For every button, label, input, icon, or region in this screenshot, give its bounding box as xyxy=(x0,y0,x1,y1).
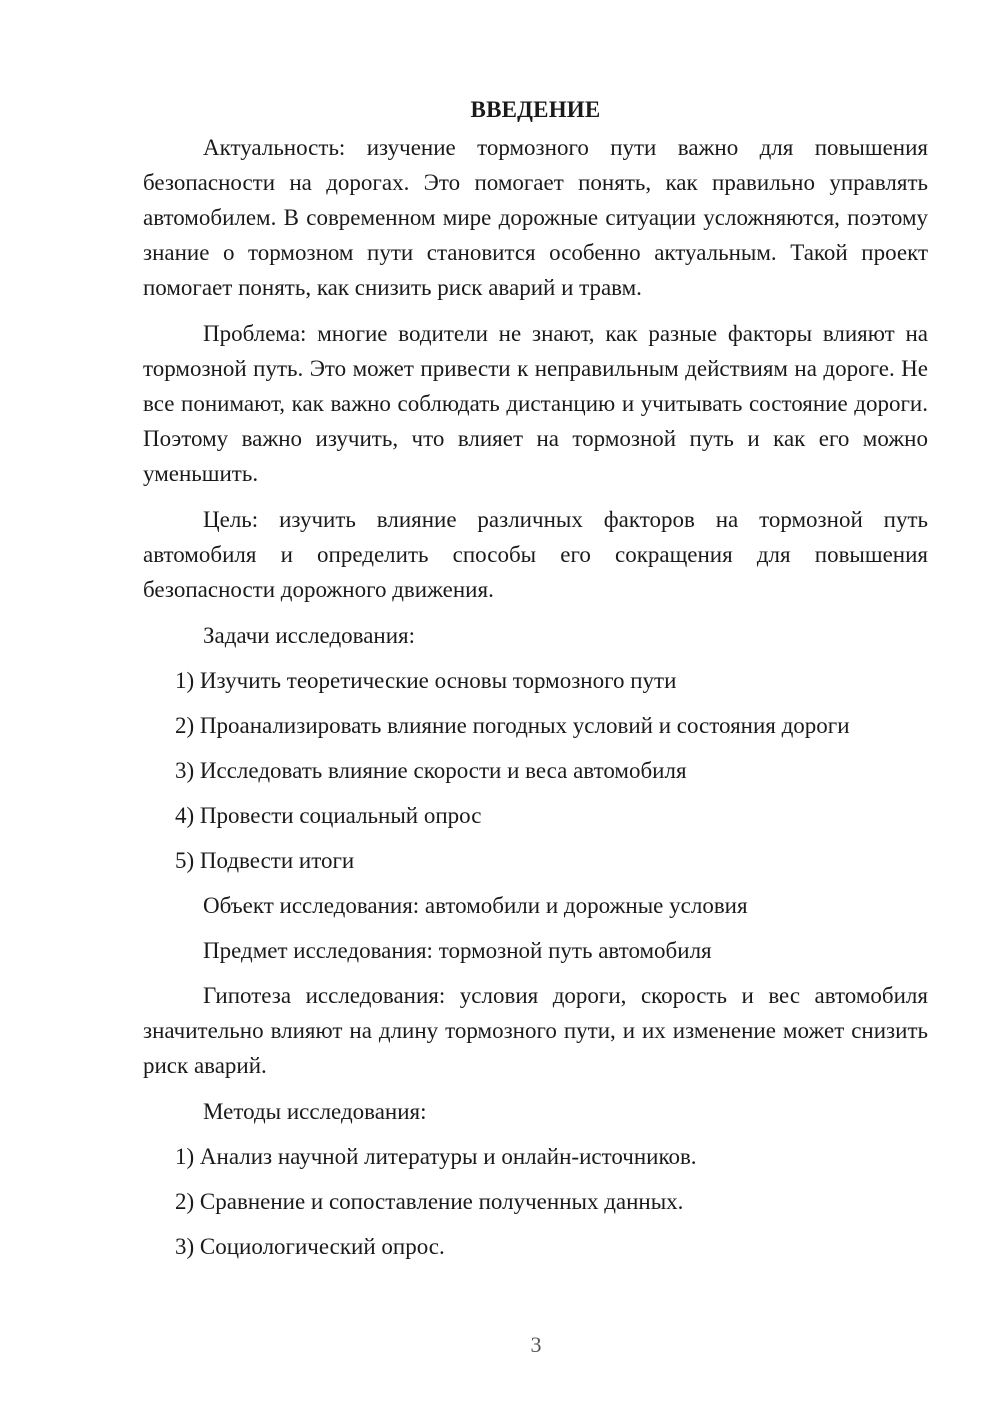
task-item-3: 3) Исследовать влияние скорости и веса автомобиля xyxy=(175,758,687,783)
goal-paragraph: Цель: изучить влияние различных факторов на тормозной путь автомобиля и определить способы его сокращения для повышения безопасности дорожного движения. xyxy=(143,507,928,602)
task-item-4: 4) Провести социальный опрос xyxy=(175,803,482,828)
research-object: Объект исследования: автомобили и дорожные условия xyxy=(203,893,748,918)
relevance-paragraph: Актуальность: изучение тормозного пути важно для повышения безопасности на дорогах. Это помогает понять, как правильно управлять автомобилем. В современном мире дорожные ситуации усложняются, поэтому знание о тормозном пути становится особенно актуальным. Такой проект помогает понять, как снизить риск аварий и травм. xyxy=(143,135,928,300)
document-page xyxy=(143,92,928,1274)
method-item-2: 2) Сравнение и сопоставление полученных данных. xyxy=(175,1189,684,1214)
research-subject: Предмет исследования: тормозной путь автомобиля xyxy=(203,938,712,963)
method-item-3: 3) Социологический опрос. xyxy=(175,1234,445,1259)
tasks-heading: Задачи исследования: xyxy=(203,623,416,648)
hypothesis-paragraph: Гипотеза исследования: условия дороги, скорость и вес автомобиля значительно влияют на длину тормозного пути, и их изменение может снизить риск аварий. xyxy=(143,983,928,1078)
task-item-5: 5) Подвести итоги xyxy=(175,848,355,873)
task-item-2: 2) Проанализировать влияние погодных условий и состояния дороги xyxy=(175,713,850,738)
task-item-1: 1) Изучить теоретические основы тормозного пути xyxy=(175,668,677,693)
problem-paragraph: Проблема: многие водители не знают, как разные факторы влияют на тормозной путь. Это может привести к неправильным действиям на дороге. Не все понимают, как важно соблюдать дистанцию и учитывать состояние дороги. Поэтому важно изучить, что влияет на тормозной путь и как его можно уменьшить. xyxy=(143,321,928,486)
section-title: ВВЕДЕНИЕ xyxy=(470,97,601,122)
page-number: 3 xyxy=(530,1332,542,1357)
methods-heading: Методы исследования: xyxy=(203,1099,427,1124)
method-item-1: 1) Анализ научной литературы и онлайн-источников. xyxy=(175,1144,697,1169)
